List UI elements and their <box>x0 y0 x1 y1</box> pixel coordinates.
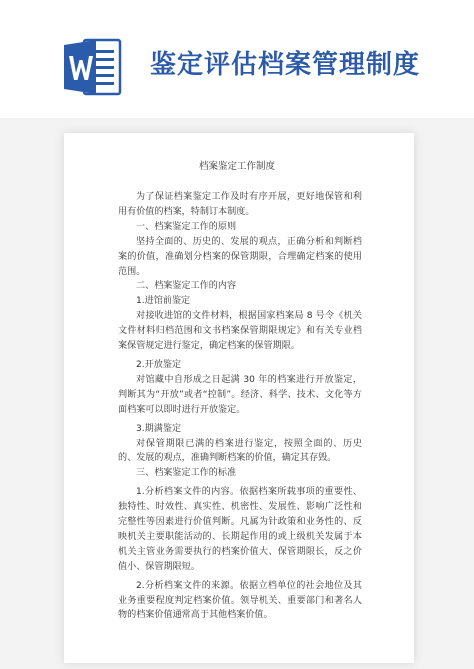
paragraph-intro: 为了保证档案鉴定工作及时有序开展，更好地保管和利用有价值的档案，特制订本制度。 <box>118 192 362 217</box>
document-body <box>118 190 362 623</box>
paragraph-pre-archive: 对接收进馆的文件材料，根据国家档案局 8 号令《机关文件材料归档范围和文书档案保管期限规定》和有关专业档案保管规定进行鉴定，确定档案的保管期限。 <box>118 311 362 352</box>
paragraph-standard-source: 2.分析档案文件的来源。依据立档单位的社会地位及其业务重要程度判定档案价值。领导机关、重要部门和著名人物的档案价值通常高于其他档案价值。 <box>118 580 362 621</box>
word-document-icon <box>62 36 124 98</box>
paragraph-principles: 坚持全面的、历史的、发展的观点，正确分析和判断档案的价值，准确划分档案的保管期限，合理确定档案的使用范围。 <box>118 236 362 277</box>
banner-title: 鉴定评估档案管理制度 <box>150 50 421 80</box>
section-heading-principles: 一、档案鉴定工作的原则 <box>136 221 237 232</box>
subheading-pre-archive: 1.进馆前鉴定 <box>136 296 191 307</box>
paragraph-expiry: 对保管期限已满的档案进行鉴定，按照全面的、历史的、发展的观点，准确判断档案的价值，确定其存毁。 <box>118 438 362 464</box>
section-heading-content: 二、档案鉴定工作的内容 <box>136 281 237 292</box>
banner <box>0 0 474 118</box>
document-title: 档案鉴定工作制度 <box>198 161 275 172</box>
paragraph-standard-content: 1.分析档案文件的内容。依据档案所载事项的重要性、独特性、时效性、真实性、机密性、发展性、影响广泛性和完整性等因素进行价值判断。凡属为针政策和业务性的、反映机关主要职能活动的、长期起作用的或上级机关发属于本机关主管业务需要执行的档案价值大、保管期限长，反之价值小、保管期限短。 <box>118 487 362 572</box>
section-heading-standards: 三、档案鉴定工作的标准 <box>136 468 237 479</box>
subheading-open: 2.开放鉴定 <box>136 359 182 370</box>
paragraph-open: 对馆藏中自形成之日起满 30 年的档案进行开放鉴定，判断其为“开放”或者“控制”。经济、科学、技术、文化等方面档案可以即时进行开放鉴定。 <box>118 374 362 415</box>
subheading-expiry: 3.期满鉴定 <box>136 423 182 434</box>
